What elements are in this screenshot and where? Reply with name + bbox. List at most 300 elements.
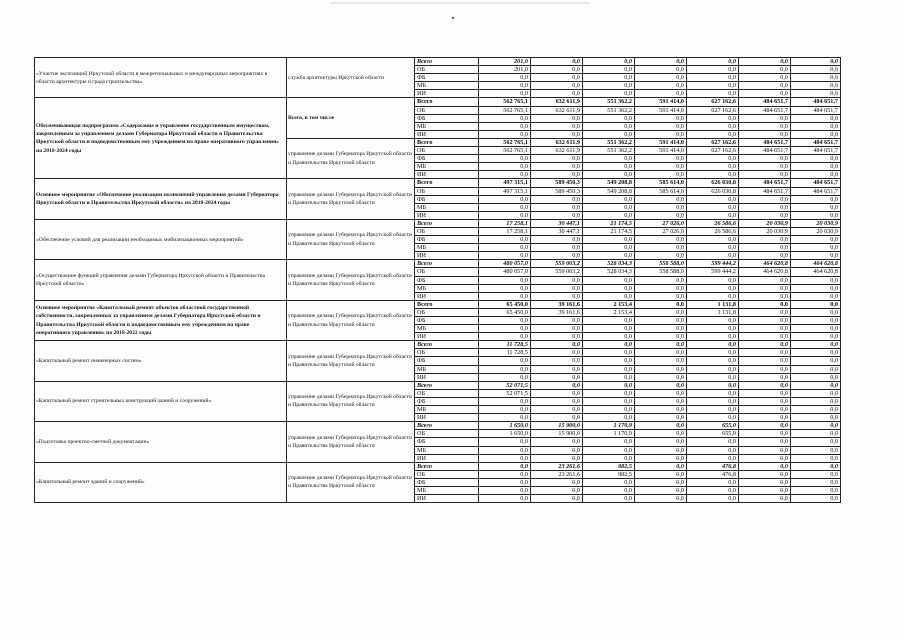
amount-cell: 0,0 xyxy=(531,454,583,462)
funding-source-cell: ОБ xyxy=(415,268,479,276)
amount-cell: 558 588,0 xyxy=(635,268,687,276)
responsible-executor-cell: управление делами Губернатора Иркутской области и Правительства Иркутской области xyxy=(287,341,415,381)
amount-cell: 0,0 xyxy=(791,341,841,349)
amount-cell: 0,0 xyxy=(479,470,531,478)
amount-cell: 0,0 xyxy=(791,438,841,446)
measure-name-cell: «Осуществление функций управления делами Губернатора Иркутской области и Правительства Иркутской области» xyxy=(35,260,287,300)
amount-cell: 591 414,0 xyxy=(635,106,687,114)
amount-cell: 0,0 xyxy=(531,90,583,98)
amount-cell: 0,0 xyxy=(583,381,635,389)
amount-cell: 0,0 xyxy=(635,82,687,90)
amount-cell: 0,0 xyxy=(791,470,841,478)
amount-cell: 0,0 xyxy=(531,82,583,90)
amount-cell: 0,0 xyxy=(687,82,739,90)
funding-source-cell: ИИ xyxy=(415,292,479,300)
funding-source-cell: ИИ xyxy=(415,252,479,260)
amount-cell: 0,0 xyxy=(531,276,583,284)
amount-cell: 0,0 xyxy=(635,66,687,74)
amount-cell: 0,0 xyxy=(635,292,687,300)
funding-source-cell: Всего xyxy=(415,98,479,106)
funding-source-cell: ИИ xyxy=(415,171,479,179)
amount-cell: 0,0 xyxy=(479,486,531,494)
amount-cell: 11 728,5 xyxy=(479,349,531,357)
amount-cell: 0,0 xyxy=(583,341,635,349)
amount-cell: 0,0 xyxy=(479,122,531,130)
funding-source-cell: ИИ xyxy=(415,211,479,219)
amount-cell: 0,0 xyxy=(635,203,687,211)
amount-cell: 0,0 xyxy=(791,122,841,130)
amount-cell: 0,0 xyxy=(479,406,531,414)
funding-source-cell: ОБ xyxy=(415,430,479,438)
amount-cell: 0,0 xyxy=(635,284,687,292)
amount-cell: 585 614,0 xyxy=(635,187,687,195)
amount-cell: 27 026,0 xyxy=(635,219,687,227)
amount-cell: 0,0 xyxy=(687,236,739,244)
amount-cell: 0,0 xyxy=(479,373,531,381)
measure-name-cell: Обеспечивающая подпрограмма «Содержание и управление государственным имуществом, закрепленным за управлением делами Губернатора Иркутской области и Правительства Иркутской области и подведомственным ему учреждением на праве оперативного управления» на 2018-2024 годы xyxy=(35,98,287,179)
amount-cell: 632 611,9 xyxy=(531,147,583,155)
measure-name-cell: «Участие экспозиций Иркутской области в межрегиональных и международных мероприятиях в области архитектуры и градостроительства» xyxy=(35,58,287,98)
amount-cell: 551 362,2 xyxy=(583,138,635,146)
amount-cell: 0,0 xyxy=(687,357,739,365)
amount-cell: 0,0 xyxy=(791,349,841,357)
amount-cell: 0,0 xyxy=(635,155,687,163)
amount-cell: 626 030,8 xyxy=(687,179,739,187)
responsible-executor-cell: управление делами Губернатора Иркутской области и Правительства Иркутской области xyxy=(287,260,415,300)
amount-cell: 0,0 xyxy=(687,122,739,130)
amount-cell: 0,0 xyxy=(635,300,687,308)
amount-cell: 0,0 xyxy=(791,446,841,454)
amount-cell: 0,0 xyxy=(739,252,791,260)
table-row xyxy=(35,58,841,66)
amount-cell: 0,0 xyxy=(479,163,531,171)
amount-cell: 0,0 xyxy=(479,495,531,503)
amount-cell: 0,0 xyxy=(583,244,635,252)
table-row xyxy=(35,462,841,470)
amount-cell: 0,0 xyxy=(479,438,531,446)
funding-source-cell: Всего xyxy=(415,179,479,187)
amount-cell: 65 450,0 xyxy=(479,300,531,308)
funding-source-cell: МБ xyxy=(415,284,479,292)
amount-cell: 0,0 xyxy=(583,317,635,325)
amount-cell: 0,0 xyxy=(583,333,635,341)
amount-cell: 0,0 xyxy=(531,478,583,486)
amount-cell: 1 131,8 xyxy=(687,308,739,316)
amount-cell: 0,0 xyxy=(791,276,841,284)
funding-source-cell: ОБ xyxy=(415,147,479,155)
funding-source-cell: Всего xyxy=(415,219,479,227)
amount-cell: 23 261,6 xyxy=(531,462,583,470)
amount-cell: 0,0 xyxy=(583,365,635,373)
amount-cell: 0,0 xyxy=(583,58,635,66)
amount-cell: 484 651,7 xyxy=(791,187,841,195)
amount-cell: 0,0 xyxy=(791,58,841,66)
amount-cell: 0,0 xyxy=(687,389,739,397)
amount-cell: 0,0 xyxy=(687,349,739,357)
amount-cell: 0,0 xyxy=(635,90,687,98)
amount-cell: 21 174,5 xyxy=(583,227,635,235)
amount-cell: 484 651,7 xyxy=(791,98,841,106)
funding-source-cell: Всего xyxy=(415,138,479,146)
amount-cell: 0,0 xyxy=(531,163,583,171)
amount-cell: 201,0 xyxy=(479,58,531,66)
amount-cell: 0,0 xyxy=(531,325,583,333)
amount-cell: 0,0 xyxy=(531,195,583,203)
amount-cell: 0,0 xyxy=(635,236,687,244)
amount-cell: 982,5 xyxy=(583,462,635,470)
amount-cell: 0,0 xyxy=(687,325,739,333)
amount-cell: 0,0 xyxy=(583,130,635,138)
amount-cell: 0,0 xyxy=(791,155,841,163)
amount-cell: 0,0 xyxy=(687,373,739,381)
amount-cell: 0,0 xyxy=(635,114,687,122)
amount-cell: 0,0 xyxy=(635,478,687,486)
table-row xyxy=(35,300,841,308)
amount-cell: 528 034,3 xyxy=(583,268,635,276)
amount-cell: 0,0 xyxy=(479,82,531,90)
amount-cell: 0,0 xyxy=(687,211,739,219)
amount-cell: 39 161,6 xyxy=(531,300,583,308)
funding-source-cell: ОБ xyxy=(415,308,479,316)
amount-cell: 0,0 xyxy=(687,203,739,211)
amount-cell: 0,0 xyxy=(479,276,531,284)
amount-cell: 484 651,7 xyxy=(791,147,841,155)
amount-cell: 0,0 xyxy=(583,252,635,260)
amount-cell: 0,0 xyxy=(739,90,791,98)
amount-cell: 17 258,1 xyxy=(479,227,531,235)
amount-cell: 0,0 xyxy=(739,130,791,138)
amount-cell: 0,0 xyxy=(791,381,841,389)
responsible-executor-cell: управление делами Губернатора Иркутской области и Правительства Иркутской области xyxy=(287,300,415,340)
funding-source-cell: МБ xyxy=(415,446,479,454)
responsible-executor-cell: управление делами Губернатора Иркутской области и Правительства Иркутской области xyxy=(287,138,415,178)
amount-cell: 0,0 xyxy=(531,414,583,422)
amount-cell: 0,0 xyxy=(687,333,739,341)
amount-cell: 464 620,8 xyxy=(791,268,841,276)
amount-cell: 0,0 xyxy=(583,389,635,397)
amount-cell: 0,0 xyxy=(687,381,739,389)
amount-cell: 562 765,1 xyxy=(479,106,531,114)
amount-cell: 2 153,4 xyxy=(583,300,635,308)
funding-source-cell: Всего xyxy=(415,260,479,268)
funding-source-cell: ФБ xyxy=(415,155,479,163)
measure-name-cell: «Капитальный ремонт зданий и сооружений» xyxy=(35,462,287,502)
amount-cell: 0,0 xyxy=(687,414,739,422)
amount-cell: 1 131,8 xyxy=(687,300,739,308)
table-row xyxy=(35,381,841,389)
funding-source-cell: ИИ xyxy=(415,333,479,341)
amount-cell: 0,0 xyxy=(791,195,841,203)
funding-source-cell: Всего xyxy=(415,341,479,349)
amount-cell: 0,0 xyxy=(791,236,841,244)
amount-cell: 0,0 xyxy=(479,236,531,244)
amount-cell: 0,0 xyxy=(791,486,841,494)
amount-cell: 0,0 xyxy=(531,495,583,503)
amount-cell: 0,0 xyxy=(739,276,791,284)
amount-cell: 558 588,0 xyxy=(635,260,687,268)
amount-cell: 528 034,3 xyxy=(583,260,635,268)
amount-cell: 0,0 xyxy=(479,211,531,219)
funding-source-cell: ИИ xyxy=(415,414,479,422)
amount-cell: 0,0 xyxy=(739,389,791,397)
amount-cell: 201,0 xyxy=(479,66,531,74)
amount-cell: 0,0 xyxy=(635,454,687,462)
amount-cell: 0,0 xyxy=(583,325,635,333)
amount-cell: 65 450,0 xyxy=(479,308,531,316)
amount-cell: 551 362,2 xyxy=(583,98,635,106)
amount-cell: 0,0 xyxy=(479,292,531,300)
amount-cell: 0,0 xyxy=(583,495,635,503)
amount-cell: 0,0 xyxy=(635,308,687,316)
amount-cell: 655,0 xyxy=(687,422,739,430)
amount-cell: 0,0 xyxy=(739,470,791,478)
amount-cell: 0,0 xyxy=(583,446,635,454)
amount-cell: 0,0 xyxy=(635,252,687,260)
funding-source-cell: ФБ xyxy=(415,357,479,365)
amount-cell: 484 651,7 xyxy=(739,98,791,106)
amount-cell: 0,0 xyxy=(479,333,531,341)
amount-cell: 0,0 xyxy=(687,163,739,171)
measure-name-cell: «Подготовка проектно-сметной документации» xyxy=(35,422,287,462)
amount-cell: 0,0 xyxy=(479,357,531,365)
amount-cell: 627 162,6 xyxy=(687,98,739,106)
funding-source-cell: ИИ xyxy=(415,90,479,98)
amount-cell: 0,0 xyxy=(687,155,739,163)
amount-cell: 0,0 xyxy=(791,333,841,341)
amount-cell: 0,0 xyxy=(583,155,635,163)
amount-cell: 0,0 xyxy=(791,422,841,430)
scan-dot xyxy=(452,17,454,19)
funding-source-cell: ИИ xyxy=(415,373,479,381)
amount-cell: 15 900,0 xyxy=(531,430,583,438)
amount-cell: 0,0 xyxy=(635,276,687,284)
funding-source-cell: Всего xyxy=(415,422,479,430)
amount-cell: 0,0 xyxy=(791,308,841,316)
amount-cell: 0,0 xyxy=(687,365,739,373)
amount-cell: 0,0 xyxy=(791,325,841,333)
funding-source-cell: ФБ xyxy=(415,478,479,486)
amount-cell: 0,0 xyxy=(791,478,841,486)
amount-cell: 0,0 xyxy=(739,381,791,389)
amount-cell: 0,0 xyxy=(583,276,635,284)
amount-cell: 0,0 xyxy=(531,317,583,325)
amount-cell: 0,0 xyxy=(635,486,687,494)
amount-cell: 0,0 xyxy=(791,66,841,74)
amount-cell: 497 315,1 xyxy=(479,179,531,187)
amount-cell: 0,0 xyxy=(791,292,841,300)
funding-source-cell: ИИ xyxy=(415,130,479,138)
amount-cell: 21 174,5 xyxy=(583,219,635,227)
amount-cell: 0,0 xyxy=(479,252,531,260)
amount-cell: 0,0 xyxy=(791,414,841,422)
amount-cell: 0,0 xyxy=(479,446,531,454)
amount-cell: 0,0 xyxy=(739,486,791,494)
funding-source-cell: ФБ xyxy=(415,438,479,446)
funding-source-cell: МБ xyxy=(415,486,479,494)
funding-source-cell: ОБ xyxy=(415,470,479,478)
amount-cell: 0,0 xyxy=(635,122,687,130)
amount-cell: 0,0 xyxy=(739,462,791,470)
amount-cell: 484 651,7 xyxy=(791,138,841,146)
amount-cell: 0,0 xyxy=(635,341,687,349)
funding-source-cell: ФБ xyxy=(415,317,479,325)
amount-cell: 0,0 xyxy=(635,130,687,138)
funding-source-cell: ФБ xyxy=(415,195,479,203)
amount-cell: 20 030,9 xyxy=(739,227,791,235)
table-row xyxy=(35,260,841,268)
amount-cell: 632 611,9 xyxy=(531,98,583,106)
amount-cell: 0,0 xyxy=(687,74,739,82)
amount-cell: 0,0 xyxy=(583,414,635,422)
amount-cell: 1 170,9 xyxy=(583,422,635,430)
amount-cell: 0,0 xyxy=(791,163,841,171)
funding-source-cell: ОБ xyxy=(415,187,479,195)
measure-name-cell: «Капитальный ремонт инженерных систем» xyxy=(35,341,287,381)
amount-cell: 562 765,1 xyxy=(479,98,531,106)
amount-cell: 0,0 xyxy=(791,211,841,219)
amount-cell: 0,0 xyxy=(739,430,791,438)
amount-cell: 0,0 xyxy=(687,66,739,74)
amount-cell: 0,0 xyxy=(479,155,531,163)
funding-source-cell: МБ xyxy=(415,82,479,90)
amount-cell: 0,0 xyxy=(583,163,635,171)
amount-cell: 0,0 xyxy=(479,325,531,333)
amount-cell: 0,0 xyxy=(531,58,583,66)
amount-cell: 0,0 xyxy=(583,486,635,494)
amount-cell: 0,0 xyxy=(531,373,583,381)
measure-name-cell: «Капитальный ремонт строительных конструкций зданий и сооружений» xyxy=(35,381,287,421)
amount-cell: 627 162,6 xyxy=(687,147,739,155)
amount-cell: 0,0 xyxy=(791,130,841,138)
amount-cell: 0,0 xyxy=(583,397,635,405)
amount-cell: 0,0 xyxy=(635,163,687,171)
amount-cell: 0,0 xyxy=(479,171,531,179)
amount-cell: 39 161,6 xyxy=(531,308,583,316)
amount-cell: 627 162,6 xyxy=(687,106,739,114)
amount-cell: 0,0 xyxy=(791,74,841,82)
responsible-executor-cell: управление делами Губернатора Иркутской области и Правительства Иркутской области xyxy=(287,381,415,421)
amount-cell: 0,0 xyxy=(739,454,791,462)
amount-cell: 20 030,9 xyxy=(791,227,841,235)
amount-cell: 0,0 xyxy=(739,82,791,90)
amount-cell: 0,0 xyxy=(687,292,739,300)
amount-cell: 0,0 xyxy=(739,284,791,292)
amount-cell: 0,0 xyxy=(635,422,687,430)
amount-cell: 0,0 xyxy=(635,357,687,365)
funding-source-cell: ИИ xyxy=(415,454,479,462)
amount-cell: 0,0 xyxy=(479,317,531,325)
amount-cell: 0,0 xyxy=(635,414,687,422)
amount-cell: 480 057,0 xyxy=(479,260,531,268)
amount-cell: 0,0 xyxy=(635,317,687,325)
amount-cell: 0,0 xyxy=(583,114,635,122)
amount-cell: 0,0 xyxy=(531,252,583,260)
amount-cell: 0,0 xyxy=(583,478,635,486)
scan-artifact xyxy=(330,2,590,4)
amount-cell: 0,0 xyxy=(739,406,791,414)
amount-cell: 20 030,9 xyxy=(739,219,791,227)
amount-cell: 0,0 xyxy=(635,470,687,478)
amount-cell: 0,0 xyxy=(635,349,687,357)
amount-cell: 0,0 xyxy=(687,495,739,503)
amount-cell: 484 651,7 xyxy=(739,187,791,195)
amount-cell: 0,0 xyxy=(479,478,531,486)
amount-cell: 0,0 xyxy=(791,454,841,462)
funding-source-cell: МБ xyxy=(415,122,479,130)
amount-cell: 0,0 xyxy=(739,244,791,252)
amount-cell: 559 003,2 xyxy=(531,268,583,276)
amount-cell: 26 586,6 xyxy=(687,219,739,227)
amount-cell: 0,0 xyxy=(687,171,739,179)
amount-cell: 0,0 xyxy=(635,244,687,252)
amount-cell: 0,0 xyxy=(791,252,841,260)
amount-cell: 0,0 xyxy=(739,300,791,308)
amount-cell: 0,0 xyxy=(687,195,739,203)
amount-cell: 0,0 xyxy=(531,203,583,211)
amount-cell: 497 315,1 xyxy=(479,187,531,195)
amount-cell: 591 414,0 xyxy=(635,147,687,155)
amount-cell: 464 620,8 xyxy=(739,260,791,268)
responsible-executor-cell: Всего, в том числе xyxy=(287,98,415,138)
amount-cell: 464 620,8 xyxy=(791,260,841,268)
amount-cell: 0,0 xyxy=(583,292,635,300)
amount-cell: 0,0 xyxy=(739,292,791,300)
amount-cell: 0,0 xyxy=(531,365,583,373)
amount-cell: 0,0 xyxy=(739,414,791,422)
amount-cell: 484 651,7 xyxy=(739,179,791,187)
amount-cell: 0,0 xyxy=(739,74,791,82)
amount-cell: 484 651,7 xyxy=(739,147,791,155)
amount-cell: 464 620,8 xyxy=(739,268,791,276)
amount-cell: 0,0 xyxy=(687,317,739,325)
funding-source-cell: Всего xyxy=(415,58,479,66)
amount-cell: 0,0 xyxy=(687,438,739,446)
amount-cell: 0,0 xyxy=(739,163,791,171)
amount-cell: 0,0 xyxy=(739,438,791,446)
funding-source-cell: Всего xyxy=(415,381,479,389)
amount-cell: 0,0 xyxy=(635,325,687,333)
amount-cell: 0,0 xyxy=(479,284,531,292)
funding-source-cell: Всего xyxy=(415,462,479,470)
amount-cell: 0,0 xyxy=(635,58,687,66)
amount-cell: 0,0 xyxy=(739,155,791,163)
amount-cell: 549 208,8 xyxy=(583,187,635,195)
amount-cell: 0,0 xyxy=(531,66,583,74)
amount-cell: 0,0 xyxy=(739,365,791,373)
amount-cell: 0,0 xyxy=(531,341,583,349)
amount-cell: 0,0 xyxy=(635,438,687,446)
amount-cell: 0,0 xyxy=(531,486,583,494)
amount-cell: 484 651,7 xyxy=(791,179,841,187)
amount-cell: 0,0 xyxy=(791,171,841,179)
amount-cell: 0,0 xyxy=(479,195,531,203)
funding-source-cell: МБ xyxy=(415,244,479,252)
amount-cell: 0,0 xyxy=(531,381,583,389)
amount-cell: 11 728,5 xyxy=(479,341,531,349)
amount-cell: 0,0 xyxy=(739,58,791,66)
amount-cell: 0,0 xyxy=(479,454,531,462)
amount-cell: 15 900,0 xyxy=(531,422,583,430)
amount-cell: 0,0 xyxy=(531,74,583,82)
amount-cell: 0,0 xyxy=(791,284,841,292)
amount-cell: 0,0 xyxy=(791,82,841,90)
amount-cell: 0,0 xyxy=(531,292,583,300)
amount-cell: 0,0 xyxy=(531,130,583,138)
amount-cell: 0,0 xyxy=(635,195,687,203)
amount-cell: 0,0 xyxy=(479,130,531,138)
funding-source-cell: ОБ xyxy=(415,389,479,397)
amount-cell: 551 362,2 xyxy=(583,147,635,155)
